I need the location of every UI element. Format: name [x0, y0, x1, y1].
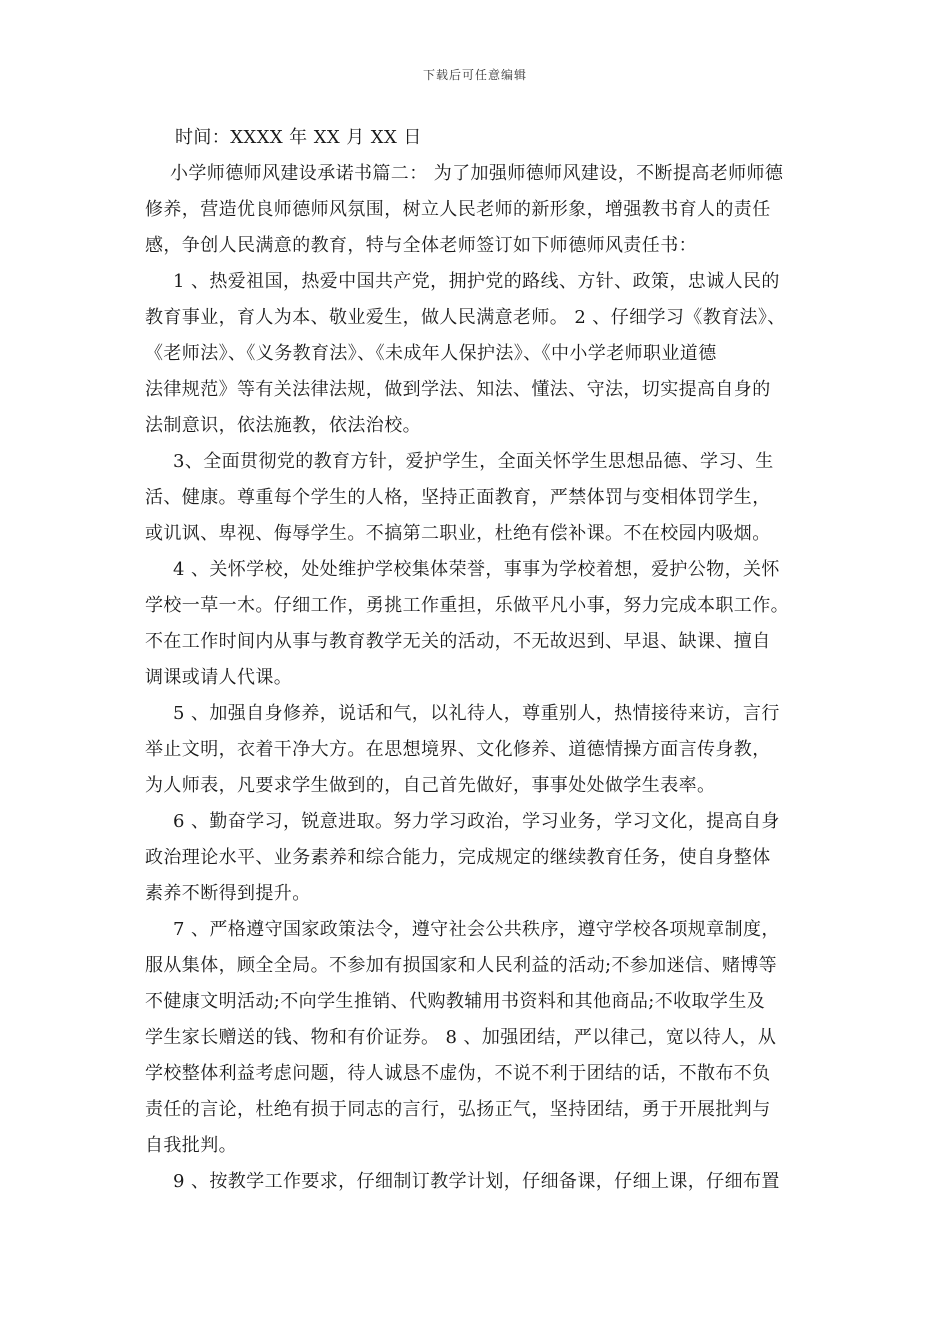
- text-line: 4 、关怀学校，处处维护学校集体荣誉，事事为学校着想，爱护公物，关怀: [173, 559, 780, 580]
- text-line: 学校整体利益考虑问题，待人诚恳不虚伪，不说不利于团结的话，不散布不负: [145, 1063, 771, 1084]
- text-line: 教育事业，育人为本、敬业爱生，做人民满意老师。 2 、仔细学习《教育法》、: [145, 307, 786, 328]
- text-line: 7 、严格遵守国家政策法令，遵守社会公共秩序，遵守学校各项规章制度，: [173, 919, 780, 940]
- text-line: 素养不断得到提升。: [145, 883, 311, 904]
- page-header-note: 下载后可任意编辑: [422, 68, 527, 82]
- text-line: 9 、按教学工作要求，仔细制订教学计划，仔细备课，仔细上课，仔细布置: [173, 1171, 780, 1192]
- text-line: 感，争创人民满意的教育，特与全体老师签订如下师德师风责任书：: [145, 235, 697, 256]
- text-line: 法律规范》等有关法律法规，做到学法、知法、懂法、守法，切实提高自身的: [145, 379, 771, 400]
- text-line: 学生家长赠送的钱、物和有价证券。 8 、加强团结，严以律己，宽以待人，从: [145, 1027, 777, 1048]
- text-line: 5 、加强自身修养，说话和气，以礼待人，尊重别人，热情接待来访，言行: [173, 703, 780, 724]
- text-line: 调课或请人代课。: [145, 667, 293, 688]
- text-line: 6 、勤奋学习，锐意进取。努力学习政治，学习业务，学习文化，提高自身: [173, 811, 780, 832]
- text-line: 修养，营造优良师德师风氛围，树立人民老师的新形象，增强教书育人的责任: [145, 199, 771, 220]
- text-line: 服从集体，顾全全局。不参加有损国家和人民利益的活动;不参加迷信、赌博等: [145, 955, 778, 976]
- text-line: 或讥讽、卑视、侮辱学生。不搞第二职业，杜绝有偿补课。不在校园内吸烟。: [145, 523, 771, 544]
- text-line: 1 、热爱祖国，热爱中国共产党，拥护党的路线、方针、政策，忠诚人民的: [173, 271, 780, 292]
- text-line: 为人师表，凡要求学生做到的，自己首先做好，事事处处做学生表率。: [145, 775, 716, 796]
- text-line: 责任的言论，杜绝有损于同志的言行，弘扬正气，坚持团结，勇于开展批判与: [145, 1099, 771, 1120]
- text-line: 自我批判。: [145, 1135, 237, 1156]
- text-line: 小学师德师风建设承诺书篇二： 为了加强师德师风建设，不断提高老师师德: [170, 163, 784, 184]
- text-line: 举止文明，衣着干净大方。在思想境界、文化修养、道德情操方面言传身教，: [145, 739, 771, 760]
- document-body: [145, 120, 810, 1200]
- text-line: 学校一草一木。仔细工作，勇挑工作重担，乐做平凡小事，努力完成本职工作。: [145, 595, 789, 616]
- text-line: 3、全面贯彻党的教育方针，爱护学生，全面关怀学生思想品德、学习、生: [173, 451, 774, 472]
- text-line: 不在工作时间内从事与教育教学无关的活动，不无故迟到、早退、缺课、擅自: [145, 631, 771, 652]
- text-line: 《老师法》、《义务教育法》、《未成年人保护法》、《中小学老师职业道德: [145, 343, 717, 364]
- text-line: 政治理论水平、业务素养和综合能力，完成规定的继续教育任务，使自身整体: [145, 847, 771, 868]
- text-line: 活、健康。尊重每个学生的人格，坚持正面教育，严禁体罚与变相体罚学生，: [145, 487, 771, 508]
- text-line: 不健康文明活动;不向学生推销、代购教辅用书资料和其他商品;不收取学生及: [145, 991, 766, 1012]
- text-line: 时间：XXXX 年 XX 月 XX 日: [175, 127, 422, 148]
- text-line: 法制意识，依法施教，依法治校。: [145, 415, 421, 436]
